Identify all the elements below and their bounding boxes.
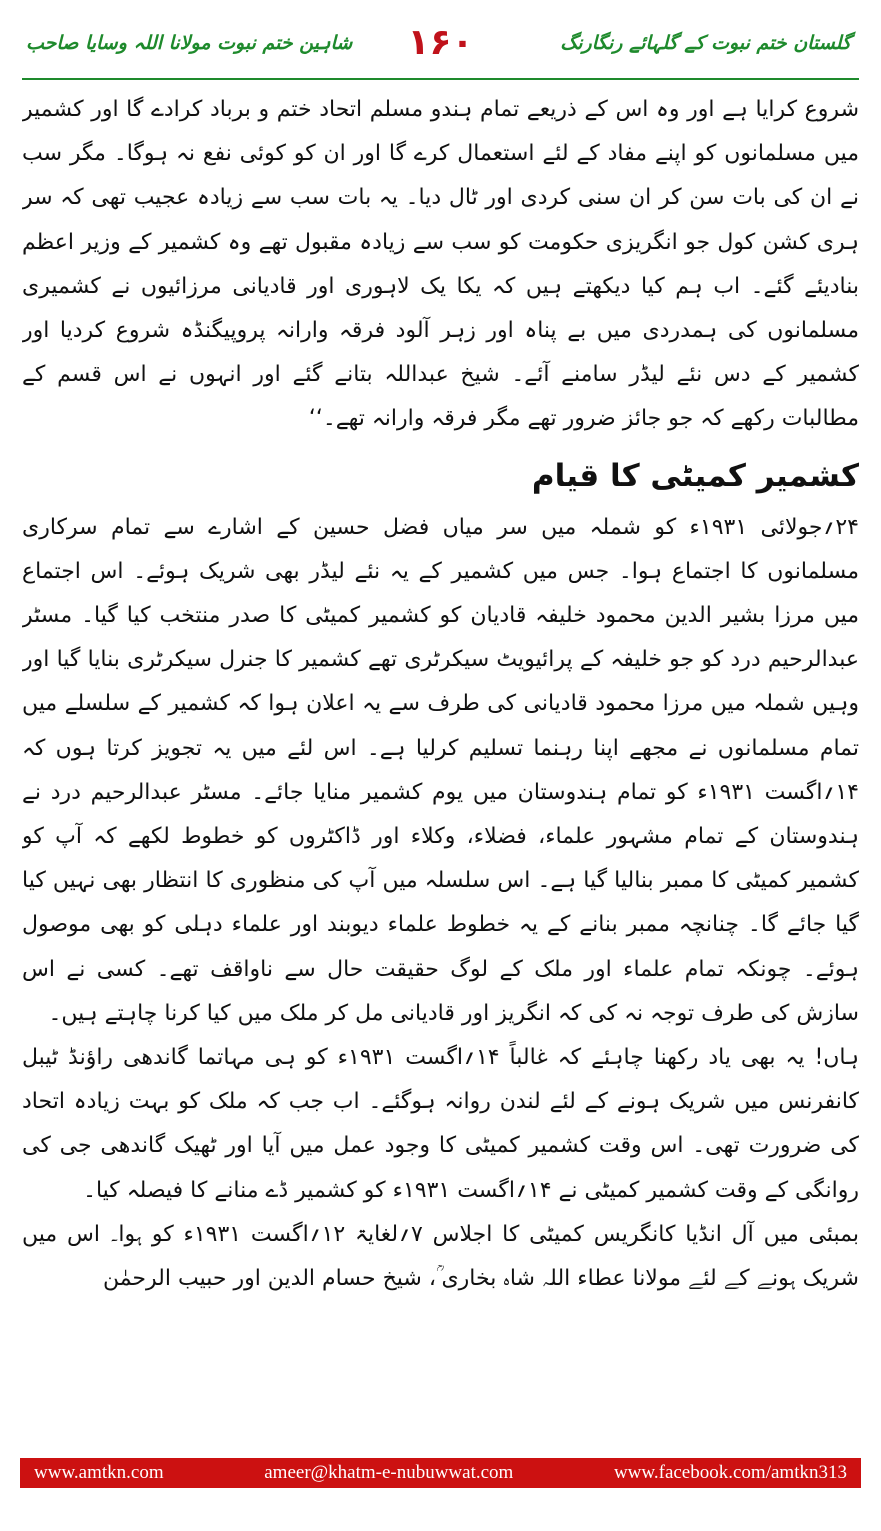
chapter-title: شاہین ختم نبوت مولانا اللہ وسایا صاحب (26, 32, 353, 54)
footer-email-link[interactable]: ameer@khatm-e-nubuwwat.com (264, 1462, 514, 1483)
footer-website-link[interactable]: www.amtkn.com (34, 1462, 164, 1483)
book-title: گلستان ختم نبوت کے گلہائے رنگارنگ (560, 32, 851, 54)
header-divider (22, 78, 859, 80)
paragraph: شروع کرایا ہے اور وہ اس کے ذریعے تمام ہندو مسلم اتحاد ختم و برباد کرادے گا اور کشمیر میں مسلمانوں کو اپنے مفاد کے لئے استعمال کرے گا اور ان کو کوئی نفع نہ ہوگا۔ مگر سب نے ان کی بات سن کر ان سنی کردی اور ٹال دیا۔ یہ بات سب سے زیادہ عجیب تھی کہ سر ہری کشن کول جو انگریزی حکومت کو سب سے زیادہ مقبول تھے وہ کشمیر کے وزیر اعظم بنادیئے گئے۔ اب ہم کیا دیکھتے ہیں کہ یکا یک لاہوری اور قادیانی مرزائیوں نے کشمیری مسلمانوں کی ہمدردی میں بے پناہ اور زہر آلود فرقہ وارانہ پروپیگنڈہ شروع کردیا اور کشمیر کے دس نئے لیڈر سامنے آئے۔ شیخ عبداللہ بتانے گئے اور انہوں نے اس قسم کے مطالبات رکھے کہ جو جائز ضرور تھے مگر فرقہ وارانہ تھے۔‘‘ (22, 97, 859, 432)
footer-facebook-link[interactable]: www.facebook.com/amtkn313 (613, 1462, 847, 1483)
paragraph: بمبئی میں آل انڈیا کانگریس کمیٹی کا اجلاس ۷؍لغایۃ ۱۲؍اگست ۱۹۳۱ء کو ہوا۔ اس میں شریک ہونے کے لئے مولانا عطاء اللہ شاہ بخاری ؒ، شیخ حسام الدین اور حبیب الرحمٰن (22, 1221, 859, 1292)
section-heading: کشمیر کمیٹی کا قیام (531, 457, 859, 494)
paragraph: ہاں! یہ بھی یاد رکھنا چاہئے کہ غالباً ۱۴؍اگست ۱۹۳۱ء کو ہی مہاتما گاندھی راؤنڈ ٹیبل کانفرنس میں شریک ہونے کے لئے لندن روانہ ہوگئے۔ اب جب کہ ملک کو بہت زیادہ اتحاد کی ضرورت تھی۔ اس وقت کشمیر کمیٹی کا وجود عمل میں آیا اور ٹھیک گاندھی جی کی روانگی کے وقت کشمیر کمیٹی نے ۱۴؍اگست ۱۹۳۱ء کو کشمیر ڈے منانے کا فیصلہ کیا۔ (22, 1045, 859, 1203)
paragraph: ۲۴؍جولائی ۱۹۳۱ء کو شملہ میں سر میاں فضل حسین کے اشارے سے تمام سرکاری مسلمانوں کا اجتماع ہوا۔ جس میں کشمیر کے یہ نئے لیڈر بھی شریک ہوئے۔ اس اجتماع میں مرزا بشیر الدین محمود خلیفہ قادیان کو کشمیر کمیٹی کا صدر منتخب کیا گیا۔ مسٹر عبدالرحیم درد کو جو خلیفہ کے پرائیویٹ سیکرٹری تھے کشمیر کا جنرل سیکرٹری بنایا گیا اور وہیں شملہ میں مرزا محمود قادیانی کی طرف سے یہ اعلان ہوا کہ کشمیر کے سلسلے میں تمام مسلمانوں نے مجھے اپنا رہنما تسلیم کرلیا ہے۔ اس لئے میں یہ تجویز کرتا ہوں کہ ۱۴؍اگست ۱۹۳۱ء کو تمام ہندوستان میں یوم کشمیر منایا جائے۔ مسٹر عبدالرحیم درد نے ہندوستان کے تمام مشہور علماء، فضلاء، وکلاء اور ڈاکٹروں کو خطوط لکھے کہ آپ کو کشمیر کمیٹی کا ممبر بنالیا گیا ہے۔ اس سلسلہ میں آپ کی منظوری کا انتظار بھی نہیں کیا گیا جائے گا۔ چنانچہ ممبر بنانے کے یہ خطوط علماء دیوبند اور علماء دہلی کو بھی موصول ہوئے۔ چونکہ تمام علماء اور ملک کے لوگ حقیقت حال سے ناواقف تھے۔ کسی نے اس سازش کی طرف توجہ نہ کی کہ انگریز اور قادیانی مل کر ملک میں کیا کرنا چاہتے ہیں۔ (22, 514, 859, 1026)
page-footer (20, 1458, 861, 1488)
page-body (22, 88, 859, 1448)
page-header (22, 20, 859, 80)
page-number: ۱۶۰ (407, 22, 474, 63)
